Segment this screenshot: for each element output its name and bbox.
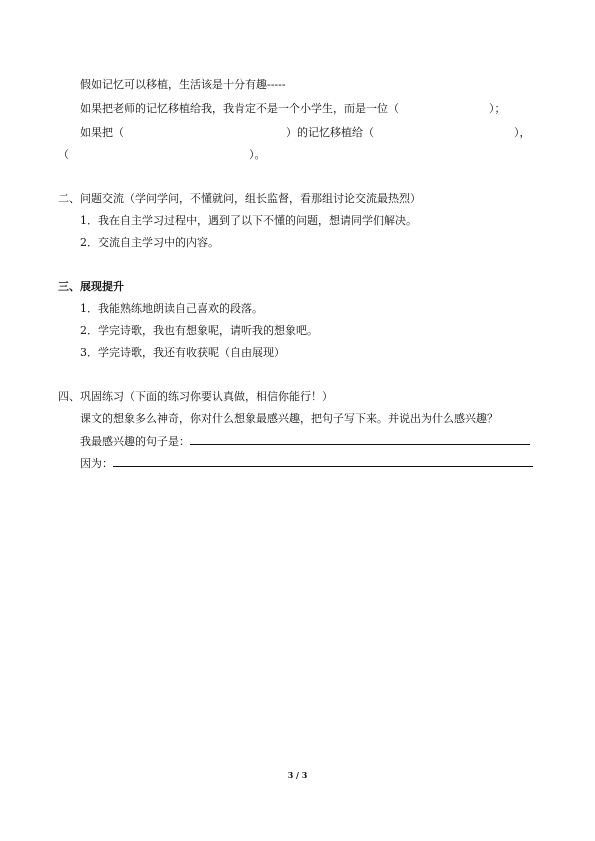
section-3-heading: 三、展现提升 [58,280,124,293]
memory-line-teacher-close: ）； [489,102,506,115]
section-4-heading: 四、巩固练习（下面的练习你要认真做，相信你能行！） [58,390,333,403]
section-3-item-3: 3．学完诗歌，我还有收获呢（自由展现） [80,346,285,359]
answer-reason-line[interactable] [113,456,533,467]
section-3-item-1: 1．我能熟练地朗读自己喜欢的段落。 [80,302,263,315]
memory-line-teacher [80,102,506,116]
answer-reason-label: 因为： [80,457,113,470]
memory-line-teacher-text: 如果把老师的记忆移植给我，我肯定不是一个小学生，而是一位（ [80,102,399,115]
page-number: 3 / 3 [287,770,308,780]
section-3-item-2: 2．学完诗歌，我也有想象呢，请听我的想象吧。 [80,324,318,337]
answer-sentence-label: 我最感兴趣的句子是： [80,435,190,448]
answer-reason-row [80,456,533,471]
memory-line-transfer [80,126,531,140]
section-2-heading: 二、问题交流（学问学问，不懂就问，组长监督，看那组讨论交流最热烈） [58,192,421,205]
memory-line-end-open: （ [58,148,69,161]
section-2-item-2: 2．交流自主学习中的内容。 [80,236,219,249]
memory-line-transfer-open: 如果把（ [80,126,124,139]
section-2-item-1: 1．我在自主学习过程中，遇到了以下不懂的问题，想请同学们解决。 [80,214,417,227]
answer-sentence-row [80,434,530,449]
answer-sentence-line[interactable] [190,434,530,445]
memory-line-end-close: ）。 [249,148,266,161]
memory-line-transfer-mid: ）的记忆移植给（ [286,126,374,139]
memory-line-transfer-close: ）， [514,126,531,139]
section-4-prompt: 课文的想象多么神奇，你对什么想象最感兴趣，把句子写下来。并说出为什么感兴趣？ [80,412,498,425]
memory-line-end [58,148,266,162]
memory-intro-line: 假如记忆可以移植，生活该是十分有趣----- [80,78,286,91]
